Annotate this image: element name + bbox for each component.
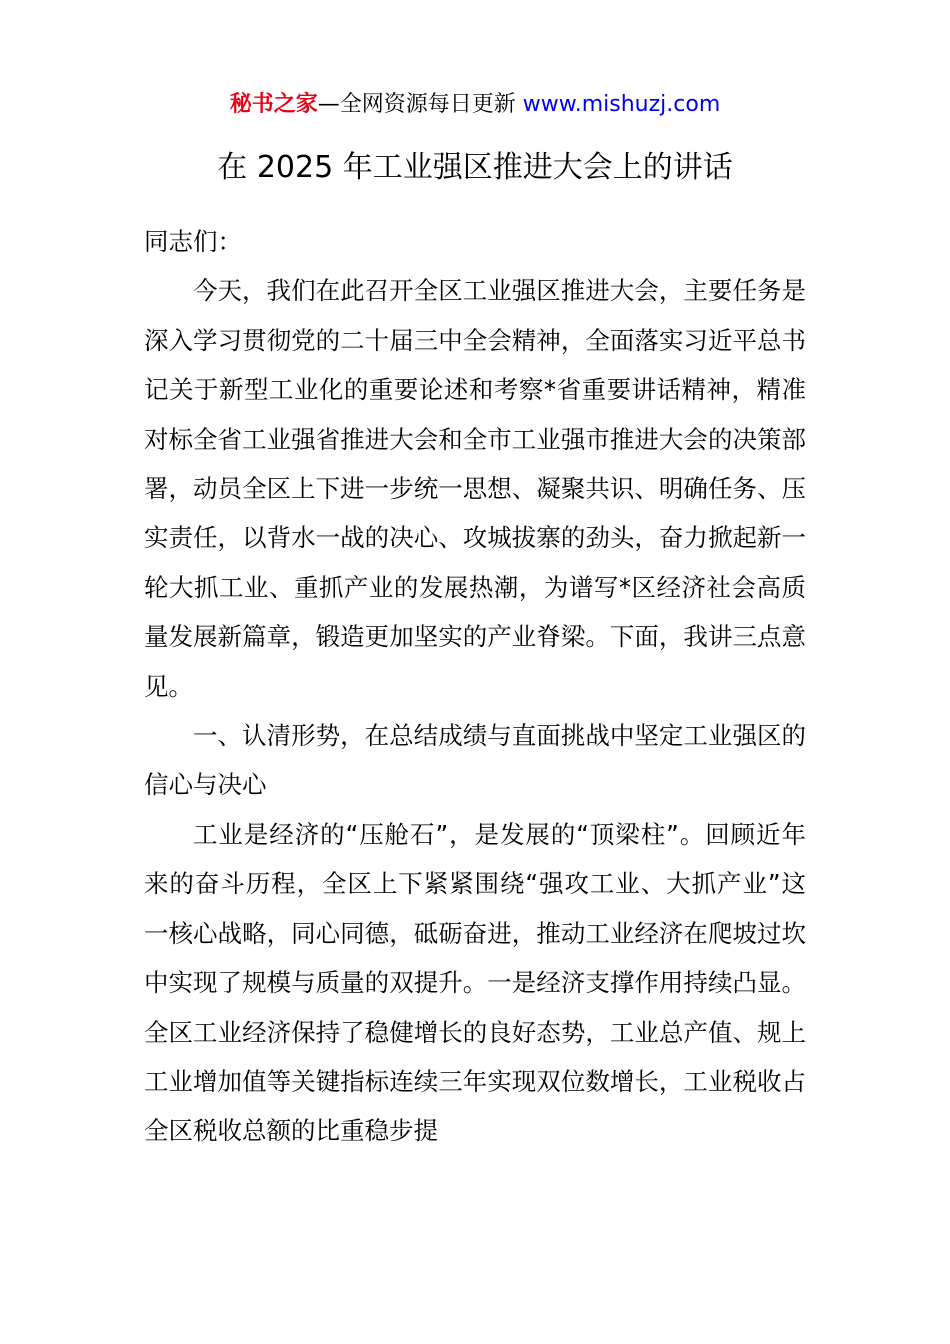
salutation: 同志们： bbox=[144, 227, 242, 256]
site-brand: 秘书之家 bbox=[229, 92, 318, 117]
site-tagline: —全网资源每日更新 bbox=[317, 92, 516, 117]
section-heading-1: 一、认清形势，在总结成绩与直面挑战中坚定工业强区的信心与决心 bbox=[144, 721, 806, 800]
site-header bbox=[0, 88, 950, 122]
document-body bbox=[144, 217, 806, 1156]
paragraph-section-1: 工业是经济的“压舱石”，是发展的“顶梁柱”。回顾近年来的奋斗历程，全区上下紧紧围绕“强攻工业、大抓产业”这一核心战略，同心同德，砥砺奋进，推动工业经济在爬坡过坎中实现了规模与质量的双提升。一是经济支撑作用持续凸显。全区工业经济保持了稳健增长的良好态势，工业总产值、规上工业增加值等关键指标连续三年实现双位数增长，工业税收占全区税收总额的比重稳步提 bbox=[144, 819, 806, 1146]
site-url-link[interactable]: www.mishuzj.com bbox=[522, 92, 721, 117]
document-title: 在 2025 年工业强区推进大会上的讲话 bbox=[217, 150, 733, 185]
paragraph-opening: 今天，我们在此召开全区工业强区推进大会，主要任务是深入学习贯彻党的二十届三中全会精神，全面落实习近平总书记关于新型工业化的重要论述和考察*省重要讲话精神，精准对标全省工业强省推进大会和全市工业强市推进大会的决策部署，动员全区上下进一步统一思想、凝聚共识、明确任务、压实责任，以背水一战的决心、攻城拔寨的劲头，奋力掀起新一轮大抓工业、重抓产业的发展热潮，为谱写*区经济社会高质量发展新篇章，锻造更加坚实的产业脊梁。下面，我讲三点意见。 bbox=[144, 276, 806, 701]
